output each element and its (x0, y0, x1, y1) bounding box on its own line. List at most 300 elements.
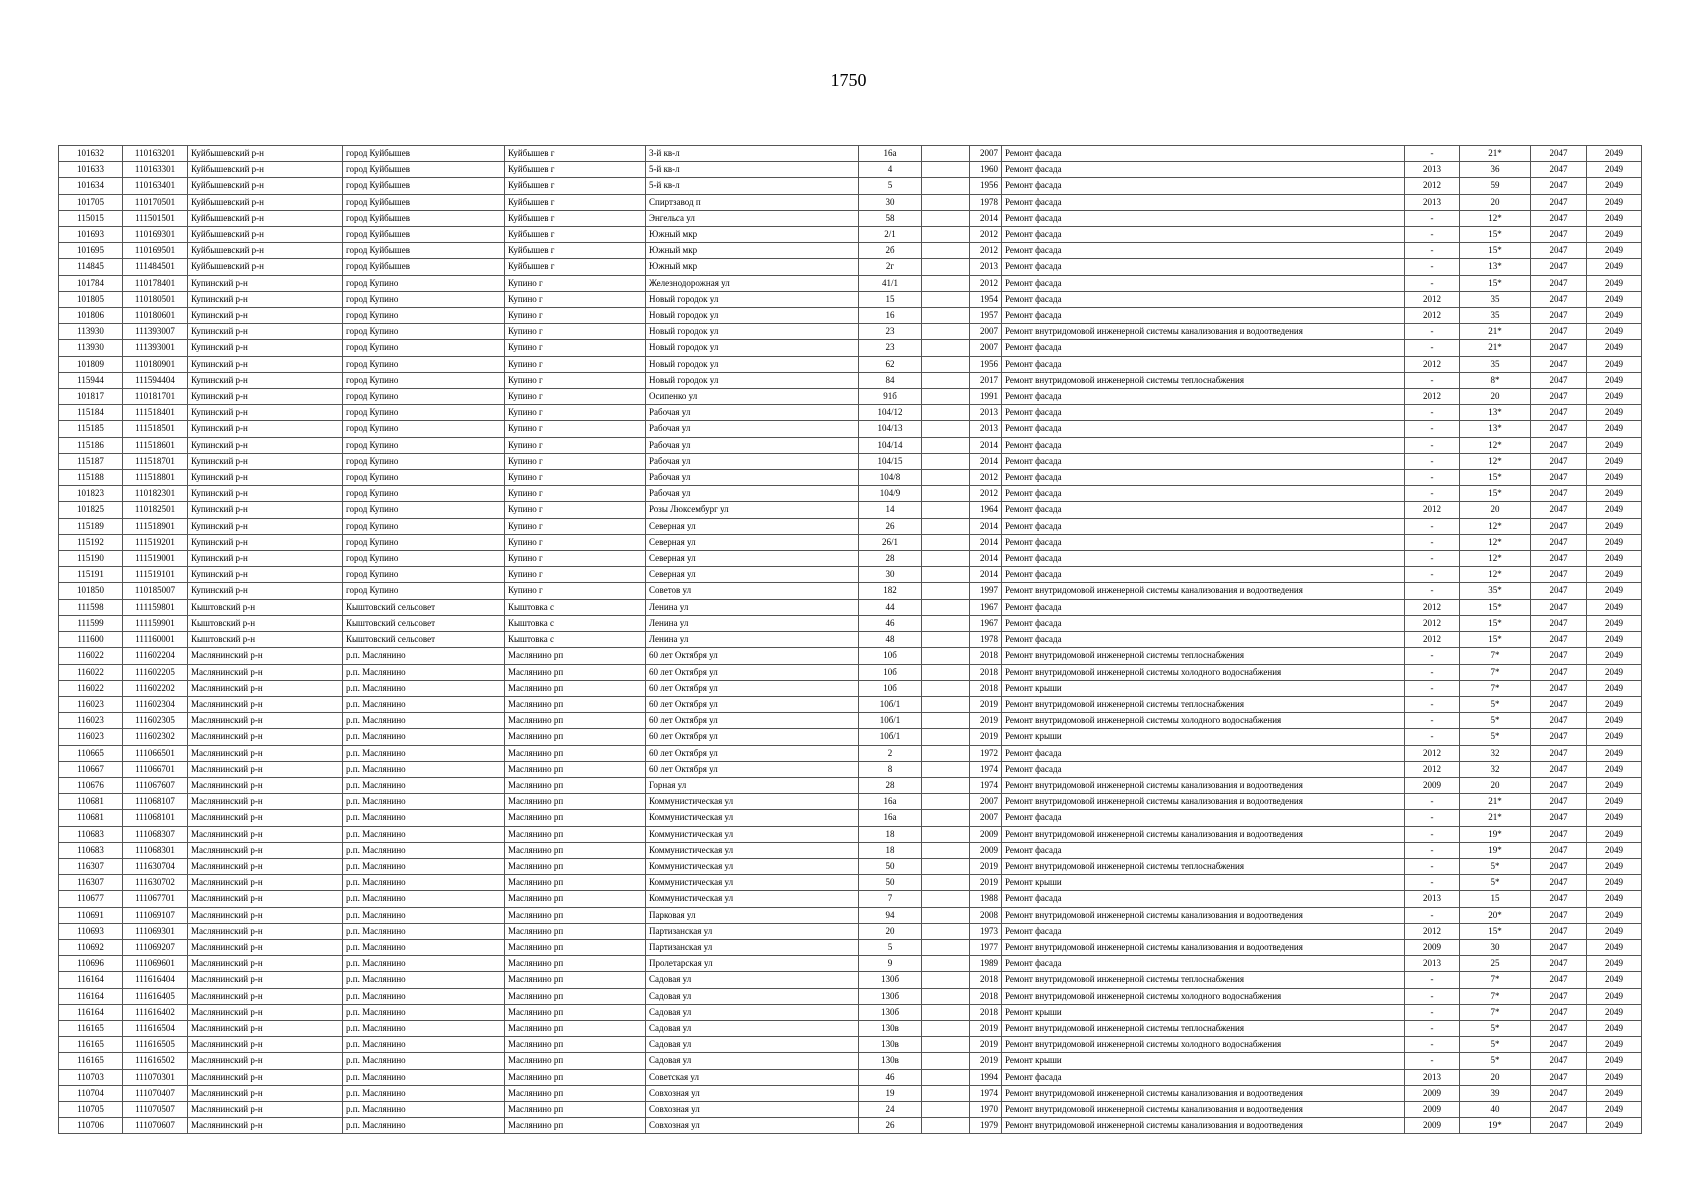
house-number-cell: 58 (859, 210, 922, 226)
house-number-cell: 16а (859, 810, 922, 826)
table-row (59, 470, 1642, 486)
building-letter-cell (922, 486, 970, 502)
deadline-year-cell: 2049 (1587, 696, 1642, 712)
street-cell: Парковая ул (646, 907, 859, 923)
last-repair-year-cell: 2012 (1405, 389, 1460, 405)
district-cell: Купинский р-н (188, 324, 343, 340)
work-id-cell: 111159901 (123, 615, 188, 631)
last-repair-year-cell: - (1405, 810, 1460, 826)
table-row (59, 713, 1642, 729)
house-id-cell: 113930 (59, 324, 123, 340)
plan-year-cell: 2047 (1531, 696, 1587, 712)
settlement-cell: Маслянино рп (505, 1004, 646, 1020)
district-cell: Купинский р-н (188, 486, 343, 502)
district-cell: Маслянинский р-н (188, 891, 343, 907)
wear-cell: 5* (1460, 1037, 1531, 1053)
work-type-cell: Ремонт фасада (1002, 437, 1405, 453)
municipality-cell: город Купино (343, 405, 505, 421)
wear-cell: 19* (1460, 842, 1531, 858)
municipality-cell: Кыштовский сельсовет (343, 599, 505, 615)
district-cell: Купинский р-н (188, 453, 343, 469)
house-number-cell: 19 (859, 1085, 922, 1101)
work-type-cell: Ремонт фасада (1002, 405, 1405, 421)
district-cell: Куйбышевский р-н (188, 146, 343, 162)
district-cell: Маслянинский р-н (188, 664, 343, 680)
deadline-year-cell: 2049 (1587, 518, 1642, 534)
build-year-cell: 1967 (970, 599, 1002, 615)
settlement-cell: Купино г (505, 551, 646, 567)
house-number-cell: 130б (859, 972, 922, 988)
deadline-year-cell: 2049 (1587, 923, 1642, 939)
municipality-cell: р.п. Маслянино (343, 988, 505, 1004)
table-row (59, 972, 1642, 988)
build-year-cell: 1997 (970, 583, 1002, 599)
municipality-cell: город Купино (343, 340, 505, 356)
build-year-cell: 1972 (970, 745, 1002, 761)
last-repair-year-cell: - (1405, 907, 1460, 923)
street-cell: Новый городок ул (646, 340, 859, 356)
house-id-cell: 101817 (59, 389, 123, 405)
table-row (59, 405, 1642, 421)
last-repair-year-cell: - (1405, 551, 1460, 567)
build-year-cell: 1954 (970, 291, 1002, 307)
district-cell: Маслянинский р-н (188, 858, 343, 874)
plan-year-cell: 2047 (1531, 794, 1587, 810)
house-id-cell: 101693 (59, 227, 123, 243)
house-id-cell: 115015 (59, 210, 123, 226)
settlement-cell: Купино г (505, 356, 646, 372)
work-type-cell: Ремонт фасада (1002, 146, 1405, 162)
house-number-cell: 24 (859, 1101, 922, 1117)
municipality-cell: р.п. Маслянино (343, 1053, 505, 1069)
work-type-cell: Ремонт внутридомовой инженерной системы теплоснабжения (1002, 696, 1405, 712)
plan-year-cell: 2047 (1531, 826, 1587, 842)
table-row (59, 923, 1642, 939)
settlement-cell: Купино г (505, 437, 646, 453)
deadline-year-cell: 2049 (1587, 1118, 1642, 1134)
settlement-cell: Купино г (505, 486, 646, 502)
deadline-year-cell: 2049 (1587, 534, 1642, 550)
work-id-cell: 110182301 (123, 486, 188, 502)
street-cell: Партизанская ул (646, 923, 859, 939)
street-cell: Коммунистическая ул (646, 858, 859, 874)
municipality-cell: город Куйбышев (343, 227, 505, 243)
plan-year-cell: 2047 (1531, 875, 1587, 891)
wear-cell: 8* (1460, 372, 1531, 388)
wear-cell: 12* (1460, 567, 1531, 583)
house-number-cell: 5 (859, 178, 922, 194)
house-id-cell: 110704 (59, 1085, 123, 1101)
build-year-cell: 2019 (970, 1037, 1002, 1053)
plan-year-cell: 2047 (1531, 275, 1587, 291)
street-cell: Партизанская ул (646, 939, 859, 955)
settlement-cell: Маслянино рп (505, 988, 646, 1004)
build-year-cell: 1970 (970, 1101, 1002, 1117)
table-row (59, 486, 1642, 502)
house-id-cell: 110683 (59, 826, 123, 842)
deadline-year-cell: 2049 (1587, 340, 1642, 356)
street-cell: Рабочая ул (646, 421, 859, 437)
building-letter-cell (922, 178, 970, 194)
municipality-cell: р.п. Маслянино (343, 729, 505, 745)
house-number-cell: 10б (859, 664, 922, 680)
house-number-cell: 104/14 (859, 437, 922, 453)
work-id-cell: 111518801 (123, 470, 188, 486)
table-row (59, 372, 1642, 388)
work-id-cell: 111484501 (123, 259, 188, 275)
plan-year-cell: 2047 (1531, 632, 1587, 648)
district-cell: Маслянинский р-н (188, 1004, 343, 1020)
last-repair-year-cell: - (1405, 470, 1460, 486)
table-row (59, 615, 1642, 631)
table-row (59, 324, 1642, 340)
municipality-cell: р.п. Маслянино (343, 923, 505, 939)
build-year-cell: 1967 (970, 615, 1002, 631)
work-type-cell: Ремонт фасада (1002, 615, 1405, 631)
district-cell: Маслянинский р-н (188, 1037, 343, 1053)
house-number-cell: 23 (859, 340, 922, 356)
work-id-cell: 111602302 (123, 729, 188, 745)
table-row (59, 421, 1642, 437)
plan-year-cell: 2047 (1531, 372, 1587, 388)
work-type-cell: Ремонт внутридомовой инженерной системы теплоснабжения (1002, 1020, 1405, 1036)
last-repair-year-cell: - (1405, 340, 1460, 356)
house-number-cell: 23 (859, 324, 922, 340)
last-repair-year-cell: - (1405, 453, 1460, 469)
settlement-cell: Купино г (505, 502, 646, 518)
house-number-cell: 46 (859, 615, 922, 631)
build-year-cell: 1957 (970, 308, 1002, 324)
building-letter-cell (922, 243, 970, 259)
build-year-cell: 1956 (970, 356, 1002, 372)
last-repair-year-cell: 2012 (1405, 745, 1460, 761)
house-number-cell: 182 (859, 583, 922, 599)
work-type-cell: Ремонт крыши (1002, 1004, 1405, 1020)
building-letter-cell (922, 875, 970, 891)
deadline-year-cell: 2049 (1587, 648, 1642, 664)
work-type-cell: Ремонт фасада (1002, 194, 1405, 210)
street-cell: Коммунистическая ул (646, 810, 859, 826)
deadline-year-cell: 2049 (1587, 275, 1642, 291)
district-cell: Куйбышевский р-н (188, 243, 343, 259)
build-year-cell: 1994 (970, 1069, 1002, 1085)
last-repair-year-cell: - (1405, 421, 1460, 437)
work-type-cell: Ремонт фасада (1002, 389, 1405, 405)
municipality-cell: город Купино (343, 470, 505, 486)
house-number-cell: 30 (859, 194, 922, 210)
house-number-cell: 10б (859, 680, 922, 696)
plan-year-cell: 2047 (1531, 972, 1587, 988)
plan-year-cell: 2047 (1531, 162, 1587, 178)
municipality-cell: р.п. Маслянино (343, 648, 505, 664)
municipality-cell: Кыштовский сельсовет (343, 632, 505, 648)
building-letter-cell (922, 146, 970, 162)
district-cell: Маслянинский р-н (188, 794, 343, 810)
house-number-cell: 104/9 (859, 486, 922, 502)
house-id-cell: 101634 (59, 178, 123, 194)
settlement-cell: Купино г (505, 308, 646, 324)
plan-year-cell: 2047 (1531, 599, 1587, 615)
building-letter-cell (922, 1069, 970, 1085)
plan-year-cell: 2047 (1531, 389, 1587, 405)
wear-cell: 7* (1460, 680, 1531, 696)
house-number-cell: 28 (859, 551, 922, 567)
building-letter-cell (922, 745, 970, 761)
municipality-cell: город Куйбышев (343, 243, 505, 259)
street-cell: Рабочая ул (646, 405, 859, 421)
work-type-cell: Ремонт внутридомовой инженерной системы канализования и водоотведения (1002, 583, 1405, 599)
wear-cell: 7* (1460, 972, 1531, 988)
work-id-cell: 111518401 (123, 405, 188, 421)
plan-year-cell: 2047 (1531, 324, 1587, 340)
deadline-year-cell: 2049 (1587, 761, 1642, 777)
wear-cell: 7* (1460, 988, 1531, 1004)
wear-cell: 15* (1460, 470, 1531, 486)
building-letter-cell (922, 340, 970, 356)
work-id-cell: 110163401 (123, 178, 188, 194)
building-letter-cell (922, 453, 970, 469)
work-id-cell: 110185007 (123, 583, 188, 599)
plan-year-cell: 2047 (1531, 939, 1587, 955)
plan-year-cell: 2047 (1531, 988, 1587, 1004)
district-cell: Купинский р-н (188, 356, 343, 372)
settlement-cell: Куйбышев г (505, 194, 646, 210)
work-type-cell: Ремонт крыши (1002, 680, 1405, 696)
house-number-cell: 41/1 (859, 275, 922, 291)
deadline-year-cell: 2049 (1587, 1069, 1642, 1085)
work-id-cell: 111066501 (123, 745, 188, 761)
district-cell: Маслянинский р-н (188, 875, 343, 891)
deadline-year-cell: 2049 (1587, 356, 1642, 372)
work-id-cell: 111068301 (123, 842, 188, 858)
build-year-cell: 2012 (970, 486, 1002, 502)
house-id-cell: 116307 (59, 875, 123, 891)
house-id-cell: 101825 (59, 502, 123, 518)
settlement-cell: Куйбышев г (505, 259, 646, 275)
last-repair-year-cell: - (1405, 275, 1460, 291)
building-letter-cell (922, 842, 970, 858)
wear-cell: 12* (1460, 534, 1531, 550)
deadline-year-cell: 2049 (1587, 421, 1642, 437)
build-year-cell: 2008 (970, 907, 1002, 923)
settlement-cell: Маслянино рп (505, 1053, 646, 1069)
work-type-cell: Ремонт внутридомовой инженерной системы канализования и водоотведения (1002, 826, 1405, 842)
plan-year-cell: 2047 (1531, 534, 1587, 550)
wear-cell: 15* (1460, 243, 1531, 259)
settlement-cell: Маслянино рп (505, 810, 646, 826)
wear-cell: 21* (1460, 794, 1531, 810)
street-cell: 60 лет Октября ул (646, 713, 859, 729)
wear-cell: 7* (1460, 1004, 1531, 1020)
house-number-cell: 15 (859, 291, 922, 307)
building-letter-cell (922, 956, 970, 972)
house-id-cell: 115187 (59, 453, 123, 469)
build-year-cell: 2014 (970, 518, 1002, 534)
district-cell: Купинский р-н (188, 518, 343, 534)
house-number-cell: 16а (859, 794, 922, 810)
build-year-cell: 2019 (970, 1020, 1002, 1036)
work-type-cell: Ремонт фасада (1002, 291, 1405, 307)
street-cell: Садовая ул (646, 1004, 859, 1020)
table-row (59, 696, 1642, 712)
street-cell: Ленина ул (646, 615, 859, 631)
house-number-cell: 10б (859, 648, 922, 664)
plan-year-cell: 2047 (1531, 1004, 1587, 1020)
building-letter-cell (922, 470, 970, 486)
house-id-cell: 113930 (59, 340, 123, 356)
house-id-cell: 115185 (59, 421, 123, 437)
house-id-cell: 101805 (59, 291, 123, 307)
house-id-cell: 111598 (59, 599, 123, 615)
street-cell: 5-й кв-л (646, 178, 859, 194)
plan-year-cell: 2047 (1531, 583, 1587, 599)
district-cell: Купинский р-н (188, 583, 343, 599)
plan-year-cell: 2047 (1531, 777, 1587, 793)
deadline-year-cell: 2049 (1587, 988, 1642, 1004)
street-cell: Горная ул (646, 777, 859, 793)
building-letter-cell (922, 534, 970, 550)
last-repair-year-cell: 2012 (1405, 502, 1460, 518)
table-row (59, 194, 1642, 210)
last-repair-year-cell: - (1405, 567, 1460, 583)
house-id-cell: 101806 (59, 308, 123, 324)
street-cell: Пролетарская ул (646, 956, 859, 972)
build-year-cell: 2013 (970, 259, 1002, 275)
plan-year-cell: 2047 (1531, 907, 1587, 923)
settlement-cell: Маслянино рп (505, 1020, 646, 1036)
house-number-cell: 18 (859, 842, 922, 858)
wear-cell: 5* (1460, 858, 1531, 874)
house-id-cell: 116307 (59, 858, 123, 874)
house-number-cell: 50 (859, 858, 922, 874)
work-type-cell: Ремонт фасада (1002, 761, 1405, 777)
district-cell: Маслянинский р-н (188, 988, 343, 1004)
deadline-year-cell: 2049 (1587, 291, 1642, 307)
plan-year-cell: 2047 (1531, 421, 1587, 437)
district-cell: Маслянинский р-н (188, 696, 343, 712)
table-row (59, 761, 1642, 777)
house-id-cell: 115188 (59, 470, 123, 486)
deadline-year-cell: 2049 (1587, 405, 1642, 421)
deadline-year-cell: 2049 (1587, 599, 1642, 615)
settlement-cell: Маслянино рп (505, 939, 646, 955)
building-letter-cell (922, 275, 970, 291)
wear-cell: 7* (1460, 648, 1531, 664)
municipality-cell: р.п. Маслянино (343, 939, 505, 955)
district-cell: Купинский р-н (188, 502, 343, 518)
plan-year-cell: 2047 (1531, 453, 1587, 469)
work-type-cell: Ремонт фасада (1002, 810, 1405, 826)
work-id-cell: 110182501 (123, 502, 188, 518)
municipality-cell: р.п. Маслянино (343, 875, 505, 891)
district-cell: Кыштовский р-н (188, 599, 343, 615)
district-cell: Купинский р-н (188, 275, 343, 291)
plan-year-cell: 2047 (1531, 486, 1587, 502)
deadline-year-cell: 2049 (1587, 939, 1642, 955)
table-row (59, 567, 1642, 583)
work-type-cell: Ремонт внутридомовой инженерной системы канализования и водоотведения (1002, 1101, 1405, 1117)
house-id-cell: 116022 (59, 680, 123, 696)
house-id-cell: 115186 (59, 437, 123, 453)
work-id-cell: 111616404 (123, 972, 188, 988)
work-id-cell: 111602305 (123, 713, 188, 729)
street-cell: Ленина ул (646, 599, 859, 615)
settlement-cell: Купино г (505, 534, 646, 550)
work-type-cell: Ремонт внутридомовой инженерной системы теплоснабжения (1002, 648, 1405, 664)
district-cell: Купинский р-н (188, 551, 343, 567)
work-type-cell: Ремонт внутридомовой инженерной системы канализования и водоотведения (1002, 324, 1405, 340)
last-repair-year-cell: - (1405, 243, 1460, 259)
street-cell: 60 лет Октября ул (646, 729, 859, 745)
building-letter-cell (922, 567, 970, 583)
last-repair-year-cell: - (1405, 534, 1460, 550)
municipality-cell: р.п. Маслянино (343, 842, 505, 858)
district-cell: Маслянинский р-н (188, 956, 343, 972)
municipality-cell: р.п. Маслянино (343, 907, 505, 923)
wear-cell: 35* (1460, 583, 1531, 599)
table-row (59, 826, 1642, 842)
municipality-cell: р.п. Маслянино (343, 826, 505, 842)
last-repair-year-cell: 2013 (1405, 194, 1460, 210)
last-repair-year-cell: 2012 (1405, 308, 1460, 324)
work-type-cell: Ремонт фасада (1002, 745, 1405, 761)
district-cell: Купинский р-н (188, 405, 343, 421)
last-repair-year-cell: 2012 (1405, 178, 1460, 194)
district-cell: Маслянинский р-н (188, 1118, 343, 1134)
district-cell: Купинский р-н (188, 421, 343, 437)
house-number-cell: 28 (859, 777, 922, 793)
house-number-cell: 104/13 (859, 421, 922, 437)
settlement-cell: Маслянино рп (505, 696, 646, 712)
municipality-cell: город Купино (343, 518, 505, 534)
settlement-cell: Маслянино рп (505, 875, 646, 891)
deadline-year-cell: 2049 (1587, 210, 1642, 226)
build-year-cell: 2007 (970, 324, 1002, 340)
build-year-cell: 1964 (970, 502, 1002, 518)
work-type-cell: Ремонт внутридомовой инженерной системы канализования и водоотведения (1002, 777, 1405, 793)
last-repair-year-cell: 2012 (1405, 356, 1460, 372)
house-number-cell: 104/15 (859, 453, 922, 469)
deadline-year-cell: 2049 (1587, 389, 1642, 405)
house-number-cell: 18 (859, 826, 922, 842)
build-year-cell: 1978 (970, 194, 1002, 210)
building-letter-cell (922, 308, 970, 324)
last-repair-year-cell: - (1405, 729, 1460, 745)
house-id-cell: 115184 (59, 405, 123, 421)
plan-year-cell: 2047 (1531, 1037, 1587, 1053)
house-id-cell: 115190 (59, 551, 123, 567)
work-type-cell: Ремонт фасада (1002, 502, 1405, 518)
building-letter-cell (922, 777, 970, 793)
deadline-year-cell: 2049 (1587, 243, 1642, 259)
table-row (59, 729, 1642, 745)
municipality-cell: р.п. Маслянино (343, 777, 505, 793)
wear-cell: 25 (1460, 956, 1531, 972)
settlement-cell: Куйбышев г (505, 210, 646, 226)
deadline-year-cell: 2049 (1587, 632, 1642, 648)
plan-year-cell: 2047 (1531, 761, 1587, 777)
municipality-cell: р.п. Маслянино (343, 664, 505, 680)
table-row (59, 794, 1642, 810)
settlement-cell: Маслянино рп (505, 956, 646, 972)
wear-cell: 40 (1460, 1101, 1531, 1117)
build-year-cell: 2012 (970, 243, 1002, 259)
table-row (59, 1101, 1642, 1117)
street-cell: Рабочая ул (646, 437, 859, 453)
build-year-cell: 2007 (970, 146, 1002, 162)
deadline-year-cell: 2049 (1587, 858, 1642, 874)
building-letter-cell (922, 583, 970, 599)
